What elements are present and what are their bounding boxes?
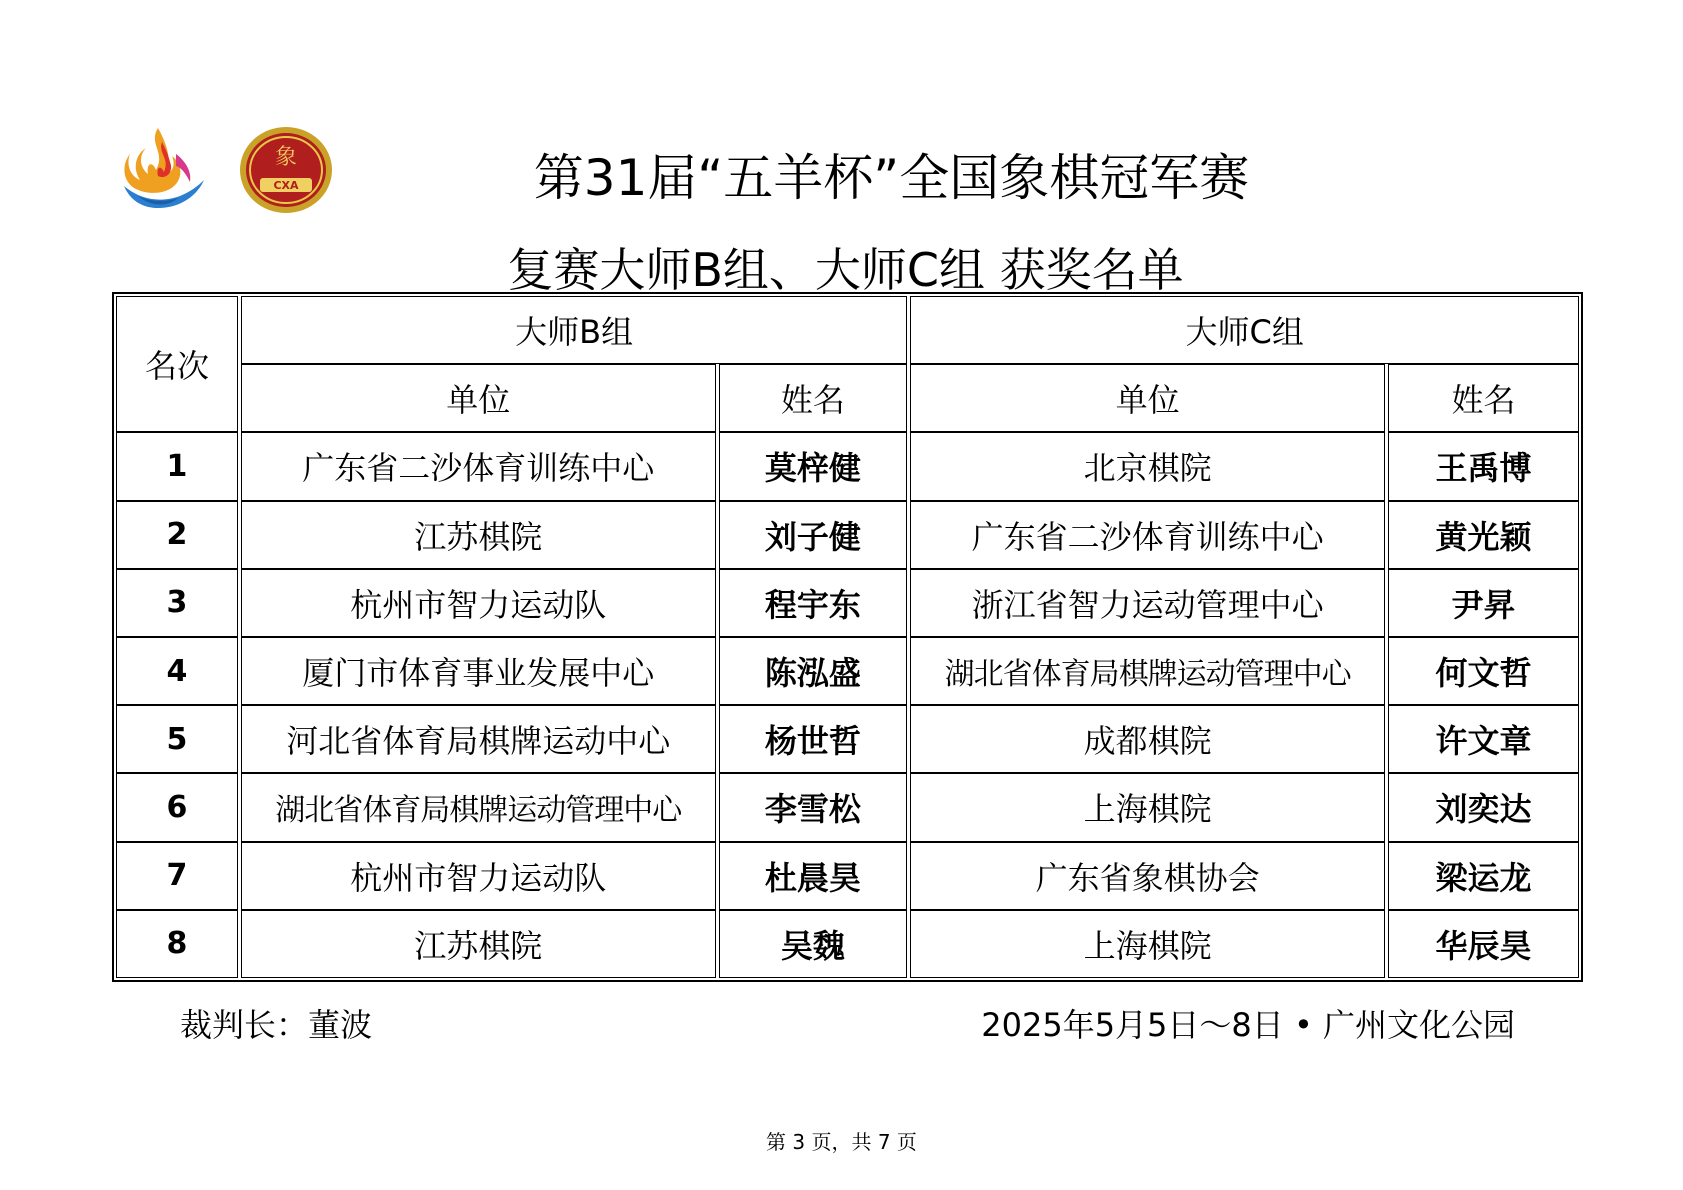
table-row [116,705,1579,773]
group-b-unit-cell: 广东省二沙体育训练中心 [241,432,716,500]
group-b-unit-cell: 湖北省体育局棋牌运动管理中心 [241,773,716,841]
group-c-unit-cell: 成都棋院 [910,705,1385,773]
group-c-unit-cell: 北京棋院 [910,432,1385,500]
group-b-unit-cell: 厦门市体育事业发展中心 [241,637,716,705]
table-row [116,569,1579,637]
group-c-name-cell: 尹昇 [1388,569,1579,637]
svg-text:象: 象 [274,145,298,170]
group-b-unit-cell: 杭州市智力运动队 [241,842,716,910]
group-b-unit-cell: 江苏棋院 [241,501,716,569]
group-c-unit-cell: 广东省二沙体育训练中心 [910,501,1385,569]
table-row [116,501,1579,569]
group-c-name-cell: 许文章 [1388,705,1579,773]
svg-text:CXA: CXA [273,179,299,192]
group-b-unit-cell: 江苏棋院 [241,910,716,978]
rank-cell: 8 [116,910,238,978]
table-row [116,773,1579,841]
group-c-name-cell: 梁运龙 [1388,842,1579,910]
rank-header: 名次 [116,296,238,432]
group-b-name-cell: 陈泓盛 [719,637,908,705]
group-c-name-cell: 黄光颖 [1388,501,1579,569]
group-c-header: 大师C组 [910,296,1579,364]
group-b-unit-header: 单位 [241,364,716,432]
page-title: 第31届“五羊杯”全国象棋冠军赛 [533,149,1250,207]
group-b-name-cell: 李雪松 [719,773,908,841]
table-row [116,842,1579,910]
group-b-name-cell: 杜晨昊 [719,842,908,910]
group-b-name-cell: 刘子健 [719,501,908,569]
group-b-name-header: 姓名 [719,364,908,432]
group-c-name-cell: 何文哲 [1388,637,1579,705]
group-c-unit-header: 单位 [910,364,1385,432]
page-subtitle: 复赛大师B组、大师C组 获奖名单 [507,243,1184,297]
rank-cell: 5 [116,705,238,773]
awards-table-frame [112,292,1583,982]
group-c-unit-cell: 上海棋院 [910,773,1385,841]
group-c-name-cell: 华辰昊 [1388,910,1579,978]
date-and-venue: 2025年5月5日～8日 • 广州文化公园 [981,1006,1515,1044]
table-row [116,910,1579,978]
group-b-name-cell: 莫梓健 [719,432,908,500]
chief-referee: 裁判长：董波 [180,1006,373,1044]
group-c-unit-cell: 广东省象棋协会 [910,842,1385,910]
group-b-header: 大师B组 [241,296,907,364]
rank-cell: 7 [116,842,238,910]
group-c-name-header: 姓名 [1388,364,1579,432]
rank-cell: 2 [116,501,238,569]
rank-cell: 4 [116,637,238,705]
table-row [116,432,1579,500]
group-b-unit-cell: 杭州市智力运动队 [241,569,716,637]
table-row [116,637,1579,705]
group-c-name-cell: 王禹博 [1388,432,1579,500]
group-b-name-cell: 杨世哲 [719,705,908,773]
group-c-unit-cell: 上海棋院 [910,910,1385,978]
group-c-unit-cell: 浙江省智力运动管理中心 [910,569,1385,637]
group-c-unit-cell: 湖北省体育局棋牌运动管理中心 [910,637,1385,705]
page-number: 第 3 页，共 7 页 [766,1130,917,1154]
rank-cell: 6 [116,773,238,841]
rank-cell: 1 [116,432,238,500]
rank-cell: 3 [116,569,238,637]
group-b-name-cell: 程宇东 [719,569,908,637]
awards-table [113,296,1582,978]
group-b-unit-cell: 河北省体育局棋牌运动中心 [241,705,716,773]
group-c-name-cell: 刘奕达 [1388,773,1579,841]
group-b-name-cell: 吴魏 [719,910,908,978]
